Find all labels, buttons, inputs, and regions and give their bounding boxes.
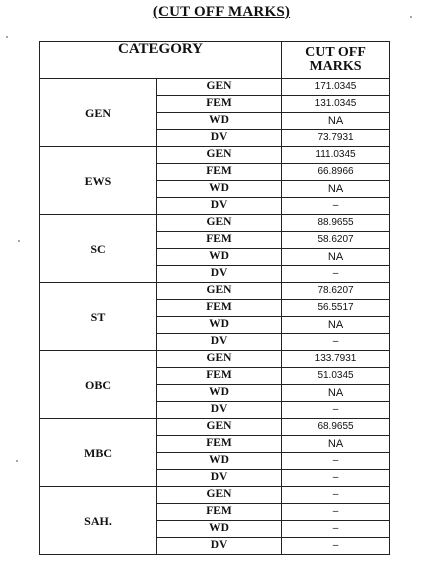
subcategory-cell: DV bbox=[157, 470, 282, 487]
cutoff-mark-cell: 68.9655 bbox=[282, 419, 390, 436]
scan-speck bbox=[18, 240, 20, 242]
subcategory-cell: FEM bbox=[157, 96, 282, 113]
cutoff-marks-header-line1: CUT OFF bbox=[305, 45, 366, 60]
subcategory-cell: GEN bbox=[157, 487, 282, 504]
category-cell: EWS bbox=[40, 147, 157, 215]
subcategory-cell: DV bbox=[157, 266, 282, 283]
cutoff-mark-cell: 78.6207 bbox=[282, 283, 390, 300]
cutoff-mark-cell: 131.0345 bbox=[282, 96, 390, 113]
table-row bbox=[40, 351, 390, 368]
cutoff-mark-cell: – bbox=[282, 453, 390, 470]
subcategory-cell: FEM bbox=[157, 368, 282, 385]
subcategory-cell: GEN bbox=[157, 147, 282, 164]
category-cell: SC bbox=[40, 215, 157, 283]
subcategory-cell: FEM bbox=[157, 504, 282, 521]
subcategory-cell: FEM bbox=[157, 232, 282, 249]
cutoff-mark-cell: – bbox=[282, 334, 390, 351]
cutoff-mark-cell: 66.8966 bbox=[282, 164, 390, 181]
subcategory-cell: GEN bbox=[157, 215, 282, 232]
scan-speck bbox=[16, 460, 18, 462]
category-cell: SAH. bbox=[40, 487, 157, 555]
scan-speck bbox=[6, 36, 8, 38]
scan-speck bbox=[410, 16, 412, 18]
subcategory-cell: FEM bbox=[157, 300, 282, 317]
cutoff-mark-cell: 51.0345 bbox=[282, 368, 390, 385]
header-row bbox=[40, 42, 390, 79]
category-header: CATEGORY bbox=[40, 42, 282, 79]
cutoff-mark-cell: 88.9655 bbox=[282, 215, 390, 232]
subcategory-cell: WD bbox=[157, 181, 282, 198]
subcategory-cell: GEN bbox=[157, 79, 282, 96]
cutoff-mark-cell: NA bbox=[282, 113, 390, 130]
subcategory-cell: WD bbox=[157, 317, 282, 334]
cutoff-marks-table bbox=[39, 41, 390, 555]
page-title: (CUT OFF MARKS) bbox=[152, 4, 291, 20]
table-row bbox=[40, 487, 390, 504]
cutoff-mark-cell: NA bbox=[282, 181, 390, 198]
cutoff-mark-cell: 56.5517 bbox=[282, 300, 390, 317]
cutoff-mark-cell: 58.6207 bbox=[282, 232, 390, 249]
cutoff-mark-cell: 73.7931 bbox=[282, 130, 390, 147]
cutoff-mark-cell: – bbox=[282, 538, 390, 555]
subcategory-cell: WD bbox=[157, 249, 282, 266]
subcategory-cell: WD bbox=[157, 385, 282, 402]
category-cell: GEN bbox=[40, 79, 157, 147]
cutoff-mark-cell: NA bbox=[282, 317, 390, 334]
cutoff-mark-cell: – bbox=[282, 504, 390, 521]
subcategory-cell: WD bbox=[157, 113, 282, 130]
table-row bbox=[40, 79, 390, 96]
cutoff-mark-cell: NA bbox=[282, 385, 390, 402]
subcategory-cell: DV bbox=[157, 198, 282, 215]
cutoff-mark-cell: – bbox=[282, 521, 390, 538]
cutoff-mark-cell: – bbox=[282, 402, 390, 419]
cutoff-mark-cell: – bbox=[282, 266, 390, 283]
cutoff-mark-cell: NA bbox=[282, 436, 390, 453]
cutoff-marks-header-line2: MARKS bbox=[309, 59, 362, 74]
subcategory-cell: DV bbox=[157, 538, 282, 555]
subcategory-cell: FEM bbox=[157, 164, 282, 181]
table-row bbox=[40, 419, 390, 436]
subcategory-cell: FEM bbox=[157, 436, 282, 453]
cutoff-mark-cell: 133.7931 bbox=[282, 351, 390, 368]
category-cell: ST bbox=[40, 283, 157, 351]
cutoff-mark-cell: 111.0345 bbox=[282, 147, 390, 164]
table-body bbox=[40, 79, 390, 555]
subcategory-cell: GEN bbox=[157, 351, 282, 368]
cutoff-mark-cell: – bbox=[282, 470, 390, 487]
cutoff-mark-cell: 171.0345 bbox=[282, 79, 390, 96]
subcategory-cell: DV bbox=[157, 130, 282, 147]
cutoff-mark-cell: – bbox=[282, 487, 390, 504]
category-cell: OBC bbox=[40, 351, 157, 419]
cutoff-marks-header bbox=[282, 42, 390, 79]
subcategory-cell: GEN bbox=[157, 419, 282, 436]
category-cell: MBC bbox=[40, 419, 157, 487]
cutoff-mark-cell: – bbox=[282, 198, 390, 215]
subcategory-cell: DV bbox=[157, 334, 282, 351]
subcategory-cell: GEN bbox=[157, 283, 282, 300]
subcategory-cell: WD bbox=[157, 521, 282, 538]
subcategory-cell: DV bbox=[157, 402, 282, 419]
table-row bbox=[40, 283, 390, 300]
cutoff-mark-cell: NA bbox=[282, 249, 390, 266]
subcategory-cell: WD bbox=[157, 453, 282, 470]
table-row bbox=[40, 215, 390, 232]
table-row bbox=[40, 147, 390, 164]
